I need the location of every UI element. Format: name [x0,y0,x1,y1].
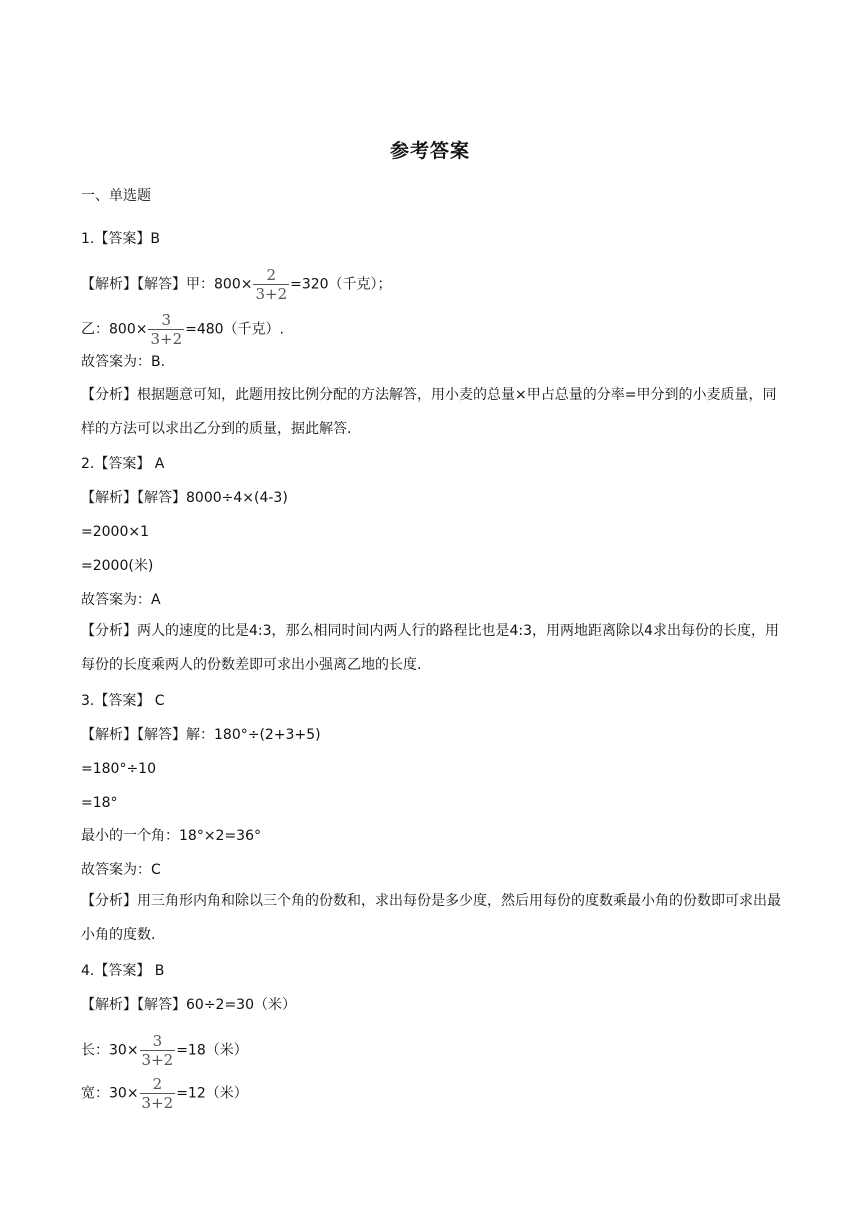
q1-conclusion: 故答案为：B. [81,354,166,370]
q2-solution-line-3: =2000(米) [81,558,154,574]
q4-solution-line-3: 宽：30× $\frac{2}{3+2}$ =12（米） [81,1075,248,1112]
q4-answer: 4.【答案】 B [81,963,165,979]
q1-analysis: 【分析】根据题意可知，此题用按比例分配的方法解答，用小麦的总量×甲占总量的分率=甲分到的小麦质量，同样的方法可以求出乙分到的质量，据此解答. [81,387,777,437]
fraction: $\frac{3}{3+2}$ [141,1032,174,1069]
q3-solution-line-3: =18° [81,795,118,811]
q2-solution-line-1: 【解析】【解答】8000÷4×(4-3) [81,490,288,506]
q3-answer: 3.【答案】 C [81,693,165,709]
q3-solution-line-4: 最小的一个角：18°×2=36° [81,828,261,844]
q3-solution-line-1: 【解析】【解答】解：180°÷(2+3+5) [81,727,321,743]
q1-answer: 1.【答案】B [81,231,160,247]
q3-analysis: 【分析】用三角形内角和除以三个角的份数和，求出每份是多少度，然后用每份的度数乘最小角的份数即可求出最小角的度数. [81,893,781,943]
fraction: $\frac{3}{3+2}$ [150,311,183,348]
section-heading: 一、单选题 [81,188,151,204]
q3-conclusion: 故答案为：C [81,862,161,878]
q1-l1-text: 【解析】【解答】甲：800× [81,276,253,293]
q1-solution-line-2: 乙：800× $\frac{3}{3+2}$ =480（千克）. [81,311,285,348]
fraction: $\frac{2}{3+2}$ [255,266,288,303]
fraction: $\frac{2}{3+2}$ [141,1075,174,1112]
q2-solution-line-2: =2000×1 [81,524,149,540]
q2-conclusion: 故答案为：A [81,592,161,608]
q4-solution-line-2: 长：30× $\frac{3}{3+2}$ =18（米） [81,1032,248,1069]
q2-answer: 2.【答案】 A [81,456,165,472]
q4-solution-line-1: 【解析】【解答】60÷2=30（米） [81,997,296,1013]
page-title: 参考答案 [389,140,470,162]
q2-analysis: 【分析】两人的速度的比是4:3，那么相同时间内两人行的路程比也是4:3，用两地距离除以4求出每份的长度，用每份的长度乘两人的份数差即可求出小强离乙地的长度. [81,623,779,673]
q1-solution-line-1: 【解析】【解答】甲：800× $\frac{2}{3+2}$ =320（千克）； [81,266,392,303]
q3-solution-line-2: =180°÷10 [81,761,156,777]
